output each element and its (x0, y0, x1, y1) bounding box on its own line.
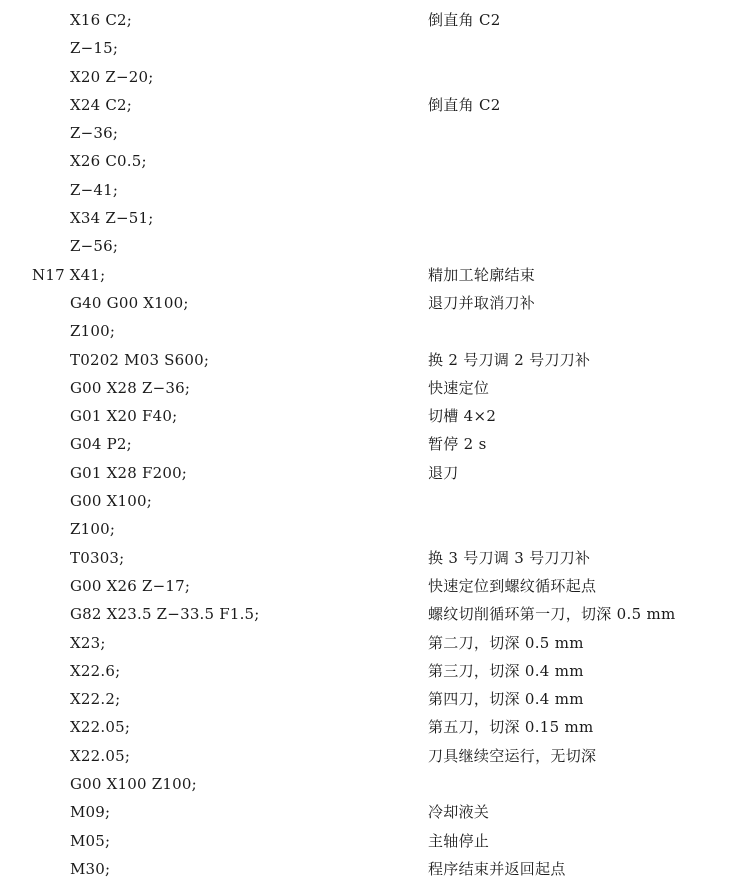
code-text: Z−41; (70, 180, 119, 199)
program-line (0, 742, 736, 770)
program-line (0, 204, 736, 232)
program-line (0, 572, 736, 600)
comment-text: 切槽 4×2 (428, 407, 497, 426)
program-line (0, 346, 736, 374)
program-line (0, 317, 736, 345)
code-text: G00 X28 Z−36; (70, 378, 191, 397)
code-text: X22.05; (70, 746, 131, 765)
code-text: X16 C2; (70, 11, 133, 29)
code-text: Z100; (70, 520, 116, 539)
comment-text: 冷却液关 (428, 803, 490, 822)
program-line (0, 798, 736, 826)
comment-text: 程序结束并返回起点 (428, 859, 566, 878)
program-line (0, 713, 736, 741)
program-line (0, 657, 736, 685)
comment-text: 快速定位到螺纹循环起点 (428, 576, 597, 595)
program-line (0, 629, 736, 657)
program-line (0, 261, 736, 289)
code-text: G00 X26 Z−17; (70, 576, 191, 595)
comment-text: 倒直角 C2 (428, 95, 501, 114)
program-line (0, 374, 736, 402)
code-text: Z−56; (70, 237, 119, 256)
program-line (0, 119, 736, 147)
code-text: G01 X20 F40; (70, 407, 178, 426)
code-text: N17 X41; (32, 265, 106, 284)
program-line (0, 827, 736, 855)
program-line (0, 600, 736, 628)
program-line (0, 34, 736, 62)
program-line (0, 402, 736, 430)
code-text: M30; (70, 859, 111, 878)
program-line (0, 430, 736, 458)
program-line (0, 6, 736, 34)
code-text: M09; (70, 803, 111, 822)
code-text: Z100; (70, 322, 116, 341)
program-line (0, 147, 736, 175)
program-line (0, 487, 736, 515)
comment-text: 退刀 (428, 463, 459, 482)
program-line (0, 770, 736, 798)
comment-text: 刀具继续空运行，无切深 (428, 746, 597, 765)
code-text: X26 C0.5; (70, 152, 147, 171)
program-line (0, 685, 736, 713)
code-text: X34 Z−51; (70, 209, 154, 228)
comment-text: 换 3 号刀调 3 号刀刀补 (428, 548, 591, 567)
comment-text: 螺纹切削循环第一刀，切深 0.5 mm (428, 605, 676, 624)
code-text: G00 X100 Z100; (70, 775, 197, 794)
program-line (0, 515, 736, 543)
program-line (0, 289, 736, 317)
code-text: G40 G00 X100; (70, 293, 189, 312)
code-text: G04 P2; (70, 435, 132, 454)
code-text: G00 X100; (70, 492, 153, 511)
comment-text: 第二刀，切深 0.5 mm (428, 633, 584, 652)
code-text: X23; (70, 633, 106, 652)
program-line (0, 544, 736, 572)
program-line (0, 855, 736, 883)
program-line (0, 63, 736, 91)
comment-text: 第五刀，切深 0.15 mm (428, 718, 594, 737)
program-line (0, 232, 736, 260)
comment-text: 快速定位 (428, 378, 490, 397)
comment-text: 第四刀，切深 0.4 mm (428, 690, 584, 709)
code-text: X22.05; (70, 718, 131, 737)
comment-text: 第三刀，切深 0.4 mm (428, 661, 584, 680)
code-text: X20 Z−20; (70, 67, 154, 86)
code-text: X24 C2; (70, 95, 133, 114)
code-text: G82 X23.5 Z−33.5 F1.5; (70, 605, 260, 624)
code-text: G01 X28 F200; (70, 463, 188, 482)
code-text: T0303; (70, 548, 125, 567)
code-text: T0202 M03 S600; (70, 350, 210, 369)
comment-text: 倒直角 C2 (428, 11, 501, 29)
code-text: M05; (70, 831, 111, 850)
program-line (0, 459, 736, 487)
program-listing (0, 6, 736, 883)
program-line (0, 176, 736, 204)
code-text: Z−15; (70, 39, 119, 58)
comment-text: 主轴停止 (428, 831, 490, 850)
code-text: X22.6; (70, 661, 121, 680)
code-text: Z−36; (70, 124, 119, 143)
comment-text: 退刀并取消刀补 (428, 293, 536, 312)
comment-text: 暂停 2 s (428, 435, 487, 454)
comment-text: 精加工轮廓结束 (428, 265, 536, 284)
program-line (0, 91, 736, 119)
comment-text: 换 2 号刀调 2 号刀刀补 (428, 350, 591, 369)
code-text: X22.2; (70, 690, 121, 709)
